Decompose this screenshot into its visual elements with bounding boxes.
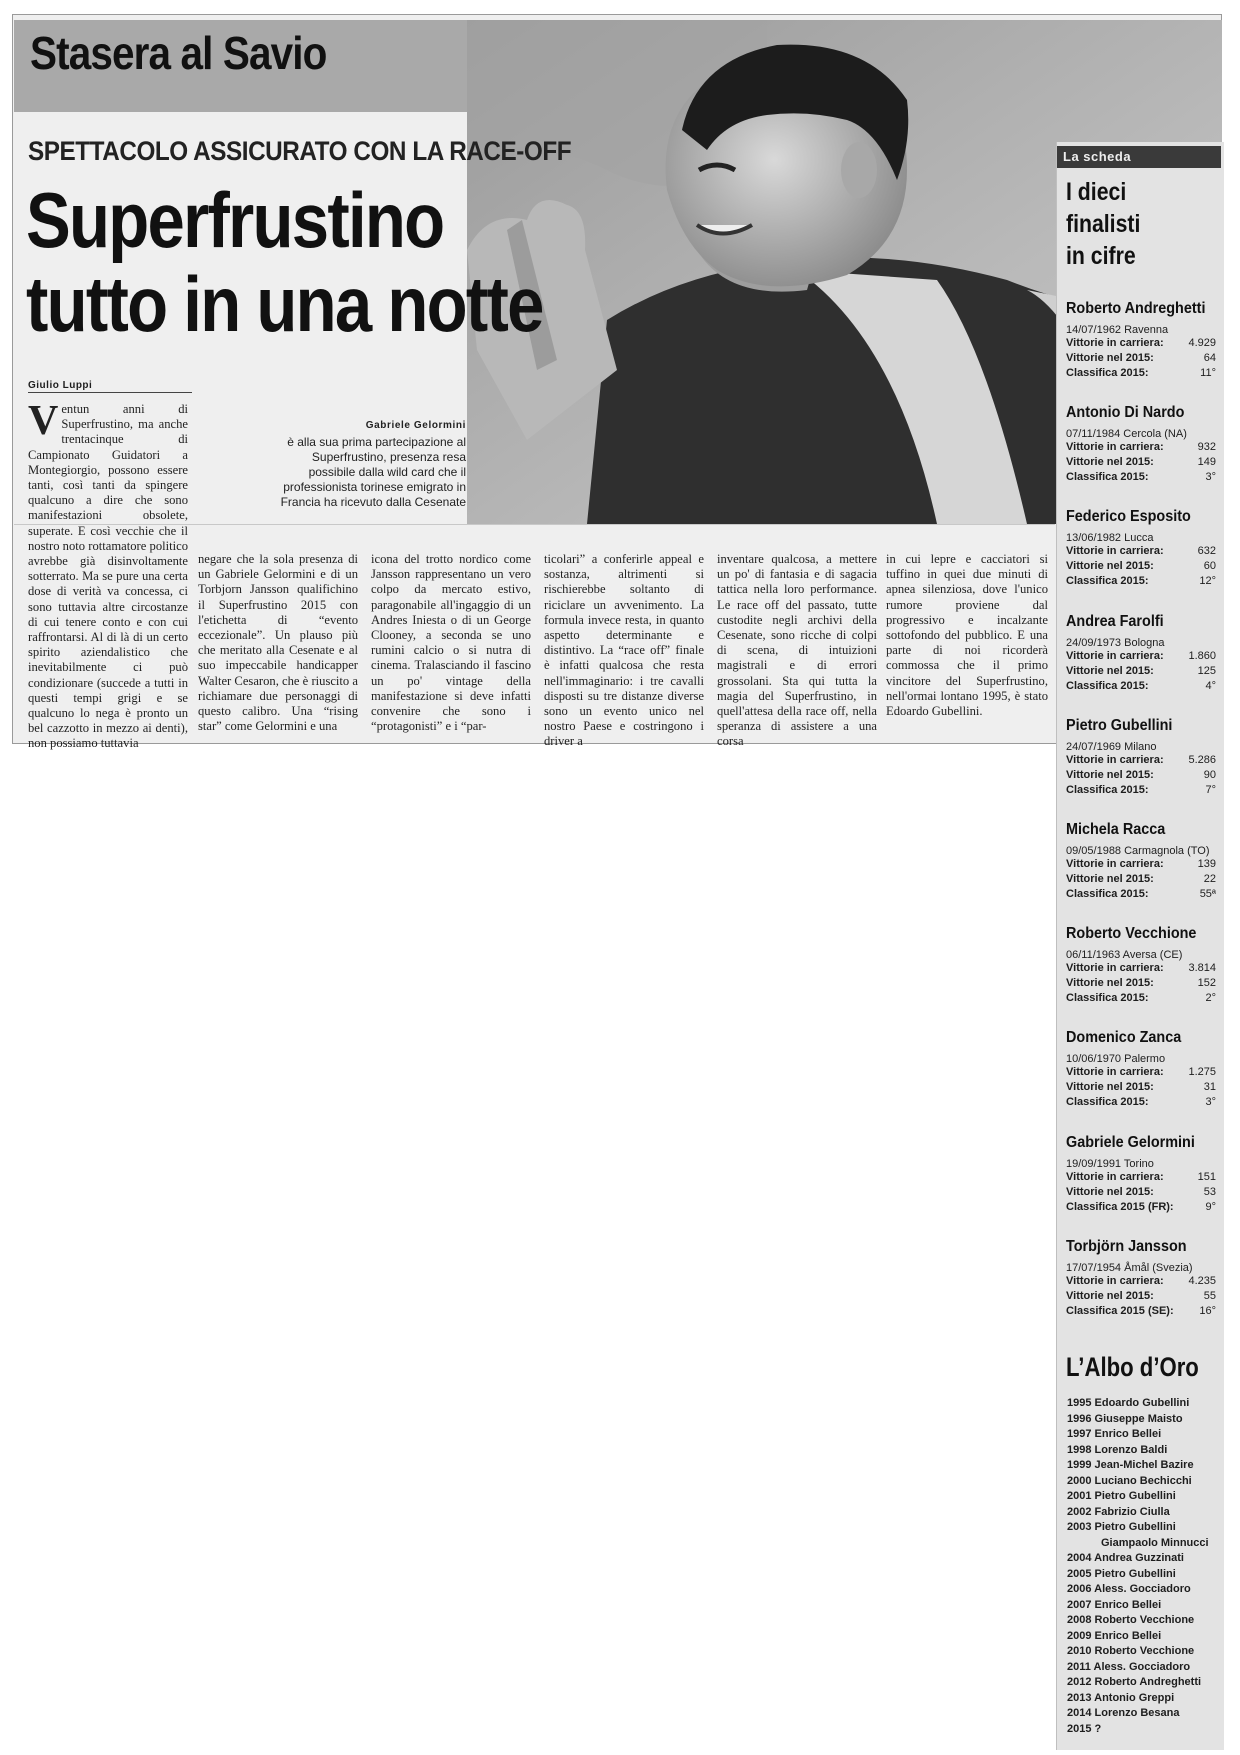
finalist-card [1066, 717, 1216, 798]
sidebar-tag: La scheda [1057, 146, 1221, 168]
finalist-rank-row [1066, 574, 1216, 589]
finalist-rank-row [1066, 470, 1216, 485]
career-value: 139 [1197, 858, 1216, 870]
headline-subtitle: SPETTACOLO ASSICURATO CON LA RACE-OFF [28, 136, 572, 166]
finalist-year-row [1066, 1080, 1216, 1095]
finalist-card [1066, 925, 1216, 1006]
career-label: Vittorie in carriera: [1066, 858, 1164, 870]
finalist-card [1066, 1029, 1216, 1110]
albo-entry: 1997 Enrico Bellei [1067, 1428, 1162, 1440]
albo-entry: 2002 Fabrizio Ciulla [1067, 1505, 1170, 1518]
finalist-career-row [1066, 1065, 1216, 1080]
career-value: 3.814 [1188, 962, 1216, 975]
caption-name: Gabriele Gelormini [365, 420, 466, 431]
body-column-1 [28, 398, 188, 752]
finalist-card [1066, 613, 1216, 694]
body-column-1-text: entun anni di Superfrustino, ma anche trentacinque di Campionato Guidatori a Montegiorgio, possono essere tanti, così tanti da spingere qualcuno a dire che sono manifestazioni obsolete, superate. E così vecchie che il nostro noto rottamatore politico avrebbe già disinvoltamente sotterrato. Ma se pure una certa dose di verità va concessa, ci sono tuttavia altre circostanze di cui tenere conto e con cui raffrontarsi. Al di là di un certo spirito aziendalistico che inevitabilmente ci può condizionare (succede a tutti in questi tempi grigi e se qualcuno lo nega è pronto un bel cazzotto in mezzo ai denti), non possiamo tuttavia [28, 402, 188, 751]
albo-entry: 2010 Roberto Vecchione [1067, 1645, 1195, 1657]
photo-caption [276, 418, 466, 510]
finalist-card [1066, 300, 1216, 381]
career-value: 4.235 [1188, 1274, 1216, 1287]
career-value: 5.286 [1188, 753, 1216, 766]
albo-entry: 2013 Antonio Greppi [1067, 1691, 1175, 1704]
rank-value: 3° [1205, 1096, 1216, 1109]
year-label: Vittorie nel 2015: [1066, 977, 1154, 990]
year-label: Vittorie nel 2015: [1066, 352, 1154, 364]
career-label: Vittorie in carriera: [1066, 337, 1164, 349]
albo-entry: 2014 Lorenzo Besana [1067, 1707, 1180, 1719]
sidebar-title-line: in cifre [1066, 242, 1136, 270]
finalist-career-row [1066, 1170, 1216, 1185]
finalist-rank-row [1066, 366, 1216, 381]
finalist-rank-row [1066, 783, 1216, 798]
finalist-career-row [1066, 544, 1216, 559]
finalist-year-row [1066, 872, 1216, 887]
albo-list [1067, 1396, 1217, 1737]
rank-label: Classifica 2015: [1066, 992, 1149, 1005]
finalist-name: Andrea Farolfi [1066, 612, 1164, 630]
year-label: Vittorie nel 2015: [1066, 873, 1154, 885]
career-value: 1.860 [1188, 649, 1216, 662]
headline-line-1: Superfrustino [26, 176, 444, 264]
career-label: Vittorie in carriera: [1066, 1066, 1164, 1079]
rank-label: Classifica 2015 (SE): [1066, 1304, 1174, 1317]
finalist-card [1066, 404, 1216, 485]
finalist-year-row [1066, 976, 1216, 991]
rank-value: 9° [1205, 1200, 1216, 1213]
rank-label: Classifica 2015 (FR): [1066, 1200, 1174, 1213]
career-value: 632 [1197, 545, 1216, 558]
finalist-year-row [1066, 351, 1216, 366]
rank-value: 7° [1205, 783, 1216, 796]
finalist-birth: 24/09/1973 Bologna [1066, 636, 1165, 649]
year-label: Vittorie nel 2015: [1066, 1289, 1154, 1302]
career-label: Vittorie in carriera: [1066, 545, 1164, 558]
albo-entry: 2009 Enrico Bellei [1067, 1629, 1162, 1642]
sidebar-title [1066, 176, 1140, 272]
finalist-year-row [1066, 455, 1216, 470]
albo-entry: 2011 Aless. Gocciadoro [1067, 1660, 1191, 1673]
body-column-4: ticolari” a conferirle appeal e sostanza, altrimenti si rischierebbe soltanto di riciclare un avvenimento. La formula invece resta, in quanto aspetto determinante e distintivo. La “race off” finale è infatti qualcosa che resta nell'immaginario: i tre cavalli disposti su tre distanze diverse sono un evento unico nel nostro Paese e costringono i driver a [544, 552, 704, 749]
section-kicker: Stasera al Savio [30, 27, 327, 79]
albo-entry: 1996 Giuseppe Maisto [1067, 1412, 1183, 1425]
finalist-rank-row [1066, 1200, 1216, 1215]
career-label: Vittorie in carriera: [1066, 753, 1164, 766]
finalist-card [1066, 1238, 1216, 1319]
rank-label: Classifica 2015: [1066, 471, 1149, 484]
albo-entry: 2005 Pietro Gubellini [1067, 1567, 1176, 1580]
rank-label: Classifica 2015: [1066, 575, 1149, 588]
rank-value: 3° [1205, 471, 1216, 484]
finalist-birth: 10/06/1970 Palermo [1066, 1053, 1166, 1066]
career-label: Vittorie in carriera: [1066, 649, 1164, 662]
finalist-year-row [1066, 1289, 1216, 1304]
finalist-career-row [1066, 336, 1216, 351]
finalist-career-row [1066, 649, 1216, 664]
career-label: Vittorie in carriera: [1066, 962, 1164, 975]
finalist-name: Pietro Gubellini [1066, 716, 1173, 734]
finalist-rank-row [1066, 1095, 1216, 1110]
year-label: Vittorie nel 2015: [1066, 768, 1154, 781]
year-label: Vittorie nel 2015: [1066, 664, 1154, 677]
headline-line-2: tutto in una notte [26, 260, 543, 348]
caption-text: è alla sua prima partecipazione al Superfrustino, presenza resa possibile dalla wild card che il professionista torinese emigrato in Francia ha ricevuto dalla Cesenate [280, 435, 466, 509]
finalist-career-row [1066, 753, 1216, 768]
albo-title: L’Albo d’Oro [1066, 1352, 1199, 1382]
finalist-card [1066, 821, 1216, 902]
sidebar-title-line: I dieci [1066, 178, 1127, 206]
headline [26, 178, 543, 346]
rank-label: Classifica 2015: [1066, 783, 1149, 796]
year-value: 125 [1197, 664, 1216, 677]
rank-value: 12° [1199, 575, 1216, 588]
albo-entry: 2007 Enrico Bellei [1067, 1598, 1162, 1611]
career-value: 932 [1197, 441, 1216, 454]
finalist-name: Gabriele Gelormini [1066, 1133, 1195, 1151]
year-label: Vittorie nel 2015: [1066, 1081, 1154, 1094]
author-byline: Giulio Luppi [28, 380, 192, 393]
finalist-year-row [1066, 768, 1216, 783]
finalist-rank-row [1066, 991, 1216, 1006]
rank-label: Classifica 2015: [1066, 888, 1149, 900]
finalist-name: Torbjörn Jansson [1066, 1237, 1187, 1255]
finalist-rank-row [1066, 1304, 1216, 1319]
year-value: 53 [1203, 1185, 1216, 1198]
finalist-career-row [1066, 961, 1216, 976]
finalist-birth: 24/07/1969 Milano [1066, 740, 1157, 753]
year-value: 152 [1197, 977, 1216, 990]
body-column-3: icona del trotto nordico come Jansson rappresentano un vero colpo da mercato estivo, paragonabile all'ingaggio di un Andres Iniesta o di un George Clooney, a seconda se uno rumini calcio o si nutra di cinema. Tralasciando il fascino un po' vintage della manifestazione si deve infatti convenire che sono i “protagonisti” e i “par- [371, 552, 531, 734]
sidebar-title-line: finalisti [1066, 210, 1141, 238]
albo-entry: 2000 Luciano Bechicchi [1067, 1474, 1192, 1487]
finalist-birth: 07/11/1984 Cercola (NA) [1066, 428, 1187, 441]
rank-value: 2° [1205, 992, 1216, 1005]
finalist-name: Roberto Andreghetti [1066, 300, 1206, 317]
finalist-name: Roberto Vecchione [1066, 925, 1197, 943]
finalist-birth: 14/07/1962 Ravenna [1066, 324, 1169, 336]
body-column-2: negare che la sola presenza di un Gabriele Gelormini e di un Torbjorn Jansson qualifichino il Superfrustino 2015 con l'etichetta di “evento eccezionale”. Un plauso più che meritato alla Cesenate e al suo impeccabile handicapper Walter Cesaron, che è riuscito a richiamare due personaggi di questo calibro. Una “rising star” come Gelormini e una [198, 552, 358, 734]
career-value: 4.929 [1188, 337, 1216, 349]
year-value: 31 [1203, 1081, 1216, 1094]
albo-entry: 2015 ? [1067, 1722, 1102, 1735]
year-value: 64 [1203, 352, 1216, 364]
body-column-6: in cui lepre e cacciatori si tuffino in quei due minuti di apnea silenziosa, dove l'unico rumore proviene dal progressivo e incalzante sottofondo del pubblico. E una parte di noi ricorderà commossa che il primo vincitore del Superfrustino, nell'ormai lontano 1995, è stato Edoardo Gubellini. [886, 552, 1048, 719]
finalist-rank-row [1066, 887, 1216, 902]
finalist-card [1066, 508, 1216, 589]
finalist-name: Antonio Di Nardo [1066, 404, 1185, 422]
rank-label: Classifica 2015: [1066, 1096, 1149, 1109]
albo-entry: Giampaolo Minnucci [1101, 1536, 1209, 1549]
body-column-5: inventare qualcosa, a mettere un po' di fantasia e di sagacia tattica nella loro performance. Le race off del passato, tutte custodite negli archivi della Cesenate, sono ricche di colpi di scena, di intuizioni magistrali e di errori grossolani. Sta qui tutta la magia del Superfrustino, in quell'attesa della race off, nella speranza di assistere a una corsa [717, 552, 877, 749]
albo-entry: 2001 Pietro Gubellini [1067, 1490, 1176, 1502]
career-value: 151 [1197, 1170, 1216, 1183]
finalist-birth: 13/06/1982 Lucca [1066, 532, 1154, 545]
albo-entry: 2008 Roberto Vecchione [1067, 1614, 1195, 1626]
year-label: Vittorie nel 2015: [1066, 456, 1154, 469]
finalist-birth: 06/11/1963 Aversa (CE) [1066, 949, 1183, 962]
rank-value: 11° [1200, 367, 1216, 379]
albo-entry: 2012 Roberto Andreghetti [1067, 1676, 1202, 1688]
rank-label: Classifica 2015: [1066, 679, 1149, 692]
year-value: 22 [1203, 873, 1216, 885]
finalist-year-row [1066, 559, 1216, 574]
finalist-career-row [1066, 1274, 1216, 1289]
rank-value: 16° [1199, 1304, 1216, 1317]
drop-cap: V [28, 398, 59, 444]
finalist-name: Michela Racca [1066, 821, 1166, 838]
finalist-year-row [1066, 1185, 1216, 1200]
career-label: Vittorie in carriera: [1066, 441, 1164, 454]
finalist-name: Federico Esposito [1066, 508, 1191, 526]
career-label: Vittorie in carriera: [1066, 1170, 1164, 1183]
albo-entry: 1999 Jean-Michel Bazire [1067, 1459, 1194, 1471]
finalist-birth: 17/07/1954 Åmål (Svezia) [1066, 1261, 1193, 1274]
finalist-name: Domenico Zanca [1066, 1029, 1182, 1047]
finalist-rank-row [1066, 679, 1216, 694]
career-label: Vittorie in carriera: [1066, 1274, 1164, 1287]
finalist-birth: 19/09/1991 Torino [1066, 1157, 1154, 1170]
year-value: 90 [1203, 768, 1216, 781]
albo-entry: 2003 Pietro Gubellini [1067, 1521, 1176, 1533]
year-value: 55 [1203, 1289, 1216, 1302]
rank-value: 4° [1205, 679, 1216, 692]
finalist-career-row [1066, 440, 1216, 455]
year-value: 60 [1203, 560, 1216, 573]
finalist-birth: 09/05/1988 Carmagnola (TO) [1066, 845, 1210, 857]
year-label: Vittorie nel 2015: [1066, 560, 1154, 573]
year-value: 149 [1197, 456, 1216, 469]
year-label: Vittorie nel 2015: [1066, 1185, 1154, 1198]
albo-entry: 2006 Aless. Gocciadoro [1067, 1583, 1191, 1595]
finalist-year-row [1066, 664, 1216, 679]
finalist-career-row [1066, 857, 1216, 872]
albo-entry: 1995 Edoardo Gubellini [1067, 1397, 1190, 1409]
rank-label: Classifica 2015: [1066, 367, 1149, 379]
rank-value: 55ª [1199, 888, 1216, 900]
career-value: 1.275 [1188, 1066, 1216, 1079]
finalist-card [1066, 1134, 1216, 1215]
albo-entry: 2004 Andrea Guzzinati [1067, 1552, 1184, 1564]
albo-entry: 1998 Lorenzo Baldi [1067, 1443, 1168, 1456]
